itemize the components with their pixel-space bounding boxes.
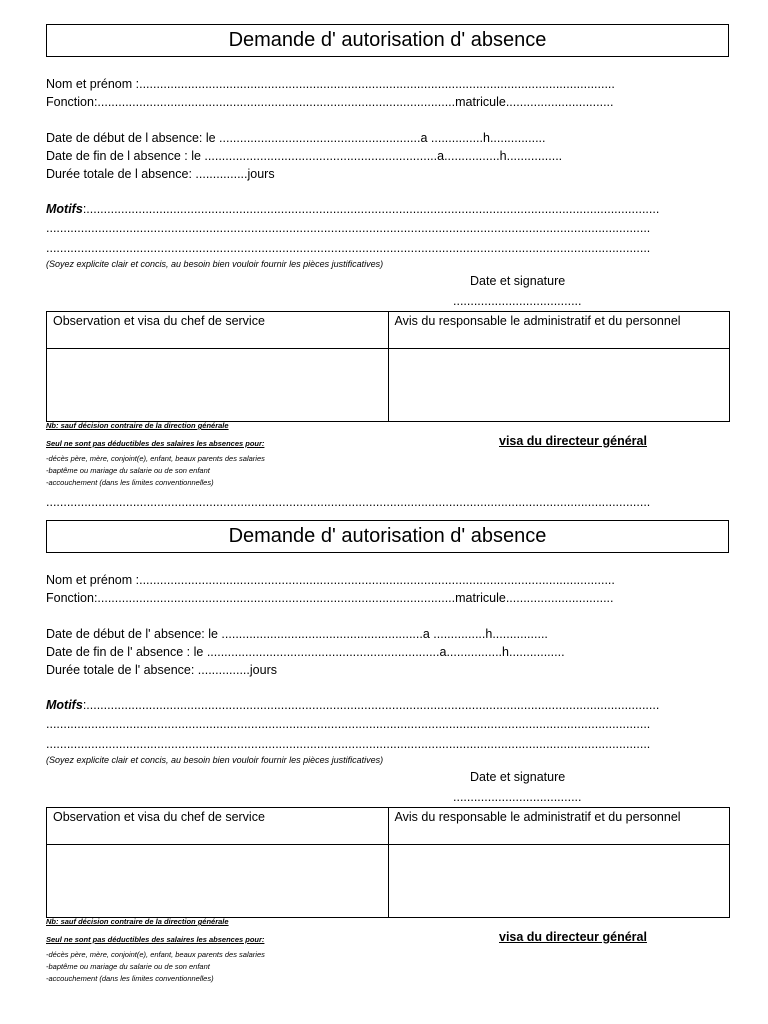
duree-field[interactable]: Durée totale de l' absence: ...............jours — [46, 663, 277, 677]
visa-table — [46, 807, 730, 918]
deductible-title: Seul ne sont pas déductibles des salaires les absences pour: — [46, 439, 265, 448]
deductible-item: -accouchement (dans les limites conventionnelles) — [46, 974, 214, 983]
date-fin-field[interactable]: Date de fin de l absence : le ...................................................................a................h................ — [46, 149, 563, 163]
motifs-line-1[interactable] — [46, 697, 659, 713]
nb-note: Nb: sauf décision contraire de la direction générale — [46, 917, 229, 926]
motifs-line-1[interactable] — [46, 201, 659, 217]
chef-service-cell[interactable] — [47, 349, 389, 422]
motifs-line-3[interactable]: .............................................................................................................................................................................. — [46, 241, 651, 255]
justification-hint: (Soyez explicite clair et concis, au besoin bien vouloir fournir les pièces justificatives) — [46, 755, 384, 765]
deductible-item: -baptême ou mariage du salarie ou de son enfant — [46, 466, 210, 475]
responsable-admin-cell[interactable] — [388, 349, 730, 422]
deductible-item: -décès père, mère, conjoint(e), enfant, beaux parents des salaries — [46, 454, 265, 463]
nom-prenom-field[interactable]: Nom et prénom :......................................................................................................................................... — [46, 573, 615, 587]
responsable-admin-cell[interactable] — [388, 845, 730, 918]
form-title: Demande d' autorisation d' absence — [46, 24, 729, 57]
absence-form-2 — [0, 496, 768, 992]
date-debut-field[interactable]: Date de début de l absence: le ..........................................................a ...............h................ — [46, 131, 546, 145]
chef-service-cell[interactable] — [47, 845, 389, 918]
deductible-title: Seul ne sont pas déductibles des salaires les absences pour: — [46, 935, 265, 944]
nb-note: Nb: sauf décision contraire de la direction générale — [46, 421, 229, 430]
signature-field[interactable]: ..................................... — [453, 294, 582, 308]
motifs-dots: :..................................................................................................................................................................... — [82, 202, 660, 216]
date-fin-field[interactable]: Date de fin de l' absence : le ...................................................................a................h................ — [46, 645, 565, 659]
motifs-line-3[interactable]: .............................................................................................................................................................................. — [46, 737, 651, 751]
chef-service-header: Observation et visa du chef de service — [47, 312, 389, 349]
nom-prenom-field[interactable]: Nom et prénom :......................................................................................................................................... — [46, 77, 615, 91]
deductible-item: -décès père, mère, conjoint(e), enfant, beaux parents des salaries — [46, 950, 265, 959]
form-title: Demande d' autorisation d' absence — [46, 520, 729, 553]
director-visa-label: visa du directeur général — [499, 434, 647, 448]
chef-service-header: Observation et visa du chef de service — [47, 808, 389, 845]
cut-separator: .............................................................................................................................................................................. — [46, 495, 651, 509]
responsable-admin-header: Avis du responsable le administratif et du personnel — [388, 808, 730, 845]
duree-field[interactable]: Durée totale de l absence: ...............jours — [46, 167, 275, 181]
motifs-line-2[interactable]: .............................................................................................................................................................................. — [46, 717, 651, 731]
signature-field[interactable]: ..................................... — [453, 790, 582, 804]
motifs-dots: :..................................................................................................................................................................... — [82, 698, 660, 712]
justification-hint: (Soyez explicite clair et concis, au besoin bien vouloir fournir les pièces justificatives) — [46, 259, 384, 269]
deductible-item: -accouchement (dans les limites conventionnelles) — [46, 478, 214, 487]
visa-table — [46, 311, 730, 422]
motifs-label: Motifs — [46, 698, 83, 712]
deductible-item: -baptême ou mariage du salarie ou de son enfant — [46, 962, 210, 971]
motifs-line-2[interactable]: .............................................................................................................................................................................. — [46, 221, 651, 235]
absence-form-1 — [0, 0, 768, 496]
date-debut-field[interactable]: Date de début de l' absence: le ..........................................................a ...............h................ — [46, 627, 548, 641]
signature-label: Date et signature — [470, 770, 566, 784]
motifs-label: Motifs — [46, 202, 83, 216]
fonction-matricule-field[interactable]: Fonction:.......................................................................................................matricule............................... — [46, 95, 614, 109]
fonction-matricule-field[interactable]: Fonction:.......................................................................................................matricule............................... — [46, 591, 614, 605]
director-visa-label: visa du directeur général — [499, 930, 647, 944]
responsable-admin-header: Avis du responsable le administratif et du personnel — [388, 312, 730, 349]
signature-label: Date et signature — [470, 274, 566, 288]
